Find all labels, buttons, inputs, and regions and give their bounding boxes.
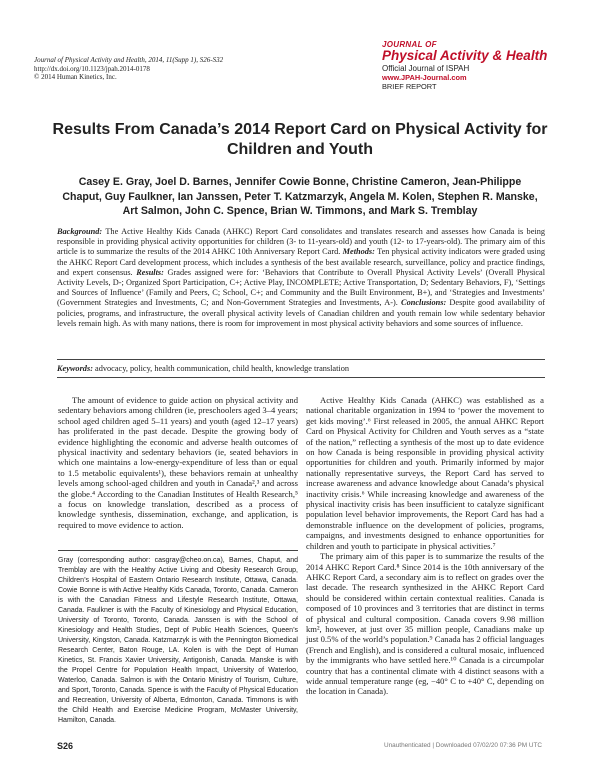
background-label: Background [57, 227, 100, 236]
article-title: Results From Canada’s 2014 Report Card on Physical Activity for Children and Youth [52, 121, 548, 158]
abstract: Background: The Active Healthy Kids Canada (AHKC) Report Card consolidates and translates research and assesses how Canada is being responsible in providing physical activity opportunities for children (3- to 11-years-old) and youth (12- to 17-years-old). The primary aim of this article is to summarize the results of the 2014 AHKC 10th Anniversary Report Card. Methods: Ten physical activity indicators were graded using the AHKC Report Card development process, which includes a synthesis of the best available research, surveillance, policy and practice findings, and expert consensus. Results: Grades assigned were for: ‘Behaviors that Contribute to Overall Physical Activity Levels’ (Overall Physical Activity Levels, D-; Organized Sport Participation, C+; Active Play, INCOMPLETE; Active Transportation, D; Sedentary Behaviors, F), ‘Settings and Sources of Influence’ (Family and Peers, C; School, C+; and Community and the Built Environment, B+), and ‘Strategies and Investments’ (Government Strategies and Investments, C; and Non-Government Strategies and Investments, A-). Conclusions: Despite good availability of policies, programs, and infrastructure, the overall physical activity levels of Canadian children and youth remain low while sedentary behavior levels remain high. As with many nations, there is room for improvement in most physical activity behaviors and some sources of influence. [57, 227, 546, 328]
body-paragraph: The primary aim of this paper is to summarize the results of the 2014 AHKC Report Card.⁸ Since 2014 is the 10th anniversary of the AHKC Report Card, a secondary aim is to reflect on grades over the last decade. The research synthesized in the AHKC Report Card should be considered within certain contextual realities. Canada is composed of 10 provinces and 3 territories that are distinct in terms of physical and cultural composition. Canada covers 9.98 million km², however, at just over 35 million people, Canadians make up just 0.5% of the world’s population.⁹ Canada has 2 official languages (French and English), and is considered a cultural mosaic, influenced by the immigrants who have settled here.¹⁰ Canada is a circumpolar country that has a continental climate with 4 distinct seasons with a wide annual temperature range (eg, −40° C to +40° C, depending on the location in Canada). [306, 551, 544, 697]
keywords-label: Keywords [57, 364, 91, 373]
author-list: Casey E. Gray, Joel D. Barnes, Jennifer Cowie Bonne, Christine Cameron, Jean-Philippe Chaput, Guy Faulkner, Ian Janssen, Peter T. Katzmarzyk, Angela M. Kolen, Stephen R. Manske, Art Salmon, John C. Spence, Brian W. Timmons, and Mark S. Tremblay [62, 176, 538, 217]
divider [57, 359, 545, 360]
methods-text: Ten physical activity indicators were graded using the AHKC Report Card development process, which includes a synthesis of the best available research, surveillance, policy and practice findings, and expert consensus. [57, 247, 546, 277]
brand-line1: JOURNAL OF [382, 40, 437, 49]
page-number: S26 [57, 741, 74, 751]
methods-label: Methods [342, 247, 373, 257]
author-affiliations-footnote: Gray (corresponding author: casgray@cheo.on.ca), Barnes, Chaput, and Tremblay are with the Healthy Active Living and Obesity Research Group, Children’s Hospital of Eastern Ontario Research Institute, Ottawa, Canada. Cowie Bonne is with Active Healthy Kids Canada, Toronto, Canada. Cameron is with the Canadian Fitness and Lifestyle Research Institute, Ottawa, Canada. Faulkner is with the Faculty of Kinesiology and Physical Education, University of Toronto, Toronto, Canada. Janssen is with the School of Kinesiology and Health Studies, Dept of Public Health Sciences, Queen’s University, Kingston, Canada. Katzmarzyk is with the Pennington Biomedical Research Center, Baton Rouge, LA. Kolen is with the Dept of Human Kinetics, St. Francis Xavier University, Antigonish, Canada. Manske is with the Propel Centre for Population Health Impact, University of Waterloo, Waterloo, Canada. Salmon is with the Ontario Ministry of Tourism, Culture, and Sport, Toronto, Canada. Spence is with the Faculty of Physical Education and Recreation, University of Alberta, Edmonton, Canada. Timmons is with the Child Health and Exercise Medicine Program, McMaster University, Hamilton, Canada. [58, 557, 298, 724]
brand-official: Official Journal of ISPAH [382, 64, 470, 73]
brand-journal-name: Physical Activity & Health [382, 48, 548, 63]
keywords-text: advocacy, policy, health communication, child health, knowledge translation [95, 364, 350, 373]
body-column-right [306, 395, 544, 697]
footnote-divider [58, 550, 298, 551]
results-text: Grades assigned were for: ‘Behaviors that Contribute to Overall Physical Activity Levels’ (Overall Physical Activity Levels, D-; Organized Sport Participation, C+; Active Play, INCOMPLETE; Active Transportation, D; Sedentary Behaviors, F), ‘Settings and Sources of Influence’ (Family and Peers, C; School, C+; and Community and the Built Environment, B+), and ‘Strategies and Investments’ (Government Strategies and Investments, C; and Non-Government Strategies and Investments, A-). [57, 267, 546, 308]
journal-citation: Journal of Physical Activity and Health, 2014, 11(Supp 1), S26-S32 [34, 56, 224, 64]
download-note: Unauthenticated | Downloaded 07/02/20 07:36 PM UTC [384, 742, 542, 749]
background-text: The Active Healthy Kids Canada (AHKC) Report Card consolidates and translates research and assesses how Canada is being responsible in providing physical activity opportunities for children (3- to 11-years-old) and youth (12- to 17-years-old). The primary aim of this article is to summarize the results of the 2014 AHKC 10th Anniversary Report Card. [57, 227, 545, 257]
body-paragraph: The amount of evidence to guide action on physical activity and sedentary behaviors among children (ie, preschoolers aged 3–4 years; school aged children aged 5–11 years) and youth (aged 12–17 years) has proliferated in the past decade. Despite the growing body of evidence highlighting the economic and adverse health outcomes of physical inactivity and sedentary behaviors (ie, seated behaviors in which one maintains a low-energy-expenditure of less than or equal to 1.5 metabolic equivalents¹), these behaviors remain at unhealthy levels among school-aged children and youth in Canada²,³ and across the globe.⁴ According to the Canadian Institutes of Health Research,⁵ a focus on knowledge translation, described as a process of knowledge synthesis, dissemination, exchange, and application, is required to move evidence to action. [58, 395, 298, 530]
brand-url[interactable]: www.JPAH-Journal.com [382, 73, 467, 82]
keywords: Keywords: advocacy, policy, health communication, child health, knowledge translation [57, 364, 350, 373]
article-type: BRIEF REPORT [382, 82, 437, 91]
doi-link[interactable]: http://dx.doi.org/10.1123/jpah.2014-0178 [34, 64, 150, 73]
conclusions-label: Conclusions [401, 298, 444, 308]
journal-brand [382, 40, 548, 91]
body-paragraph: Active Healthy Kids Canada (AHKC) was established as a national charitable organization in 1994 to ‘power the movement to get kids moving’.⁶ First released in 2005, the annual AHKC Report Card on Physical Activity for Children and Youth serves as a “state of the nation,” reflecting a synthesis of the most up to date evidence on how Canada is being responsible in providing physical activity opportunities for children and youth. Primarily informed by major nationally representative surveys, the Report Card has served to increase awareness and advance knowledge about Canada’s physical inactivity crisis.⁶ While increasing knowledge and awareness of the physical inactivity crisis has been insufficient to catalyze significant population level behavior improvements, the Report Card has had a demonstrable influence on the development of policies, programs, campaigns, and investments designed to enhance opportunities for children and youth to participate in physical activities.⁷ [306, 395, 544, 551]
results-label: Results [136, 267, 162, 277]
body-column-left [58, 395, 298, 530]
copyright: © 2014 Human Kinetics, Inc. [34, 73, 117, 82]
conclusions-text: Despite good availability of policies, programs, and infrastructure, the overall physical activity levels of Canadian children and youth remain low while sedentary behavior levels remain high. As with many nations, there is room for improvement in most physical activity behaviors and some sources of influence. [57, 298, 546, 328]
journal-header [34, 56, 223, 82]
divider [57, 377, 545, 378]
